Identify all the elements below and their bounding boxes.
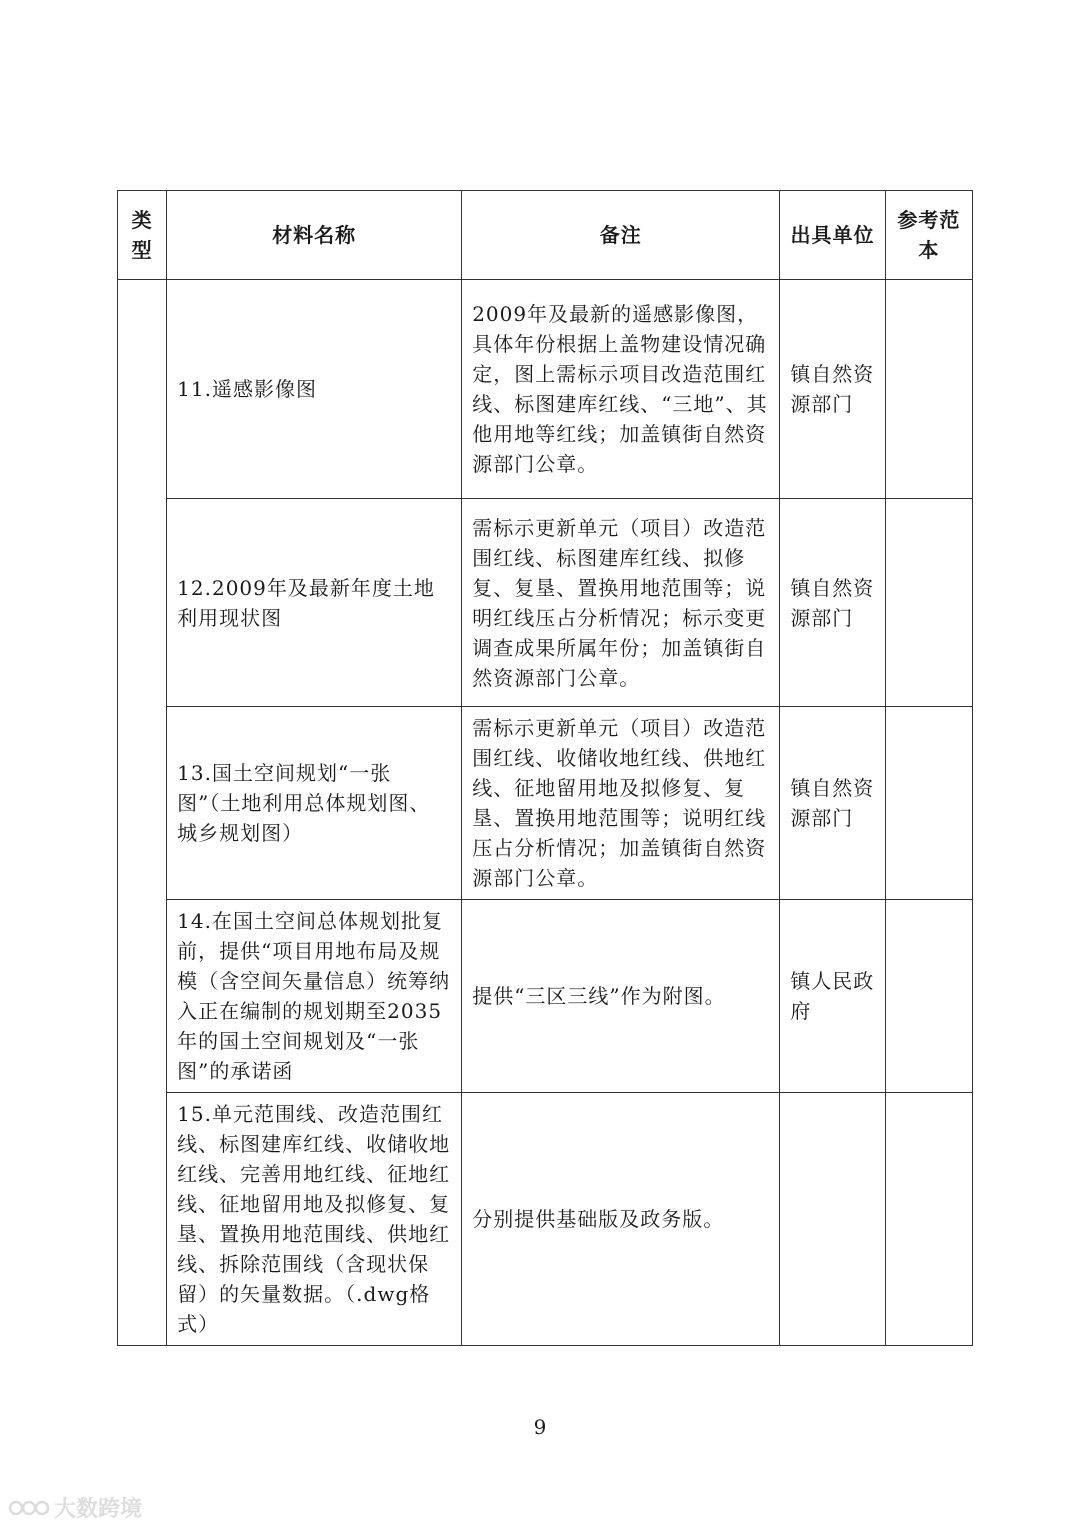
material-name-cell: 11.遥感影像图 — [167, 280, 462, 499]
table-row — [118, 707, 973, 900]
note-cell: 2009年及最新的遥感影像图，具体年份根据上盖物建设情况确定，图上需标示项目改造范围红线、标图建库红线、“三地”、其他用地等红线；加盖镇街自然资源部门公章。 — [462, 280, 780, 499]
table-row — [118, 499, 973, 707]
table-header-row — [118, 191, 973, 280]
issuing-unit-cell: 镇自然资源部门 — [780, 707, 885, 900]
reference-cell — [885, 1093, 972, 1346]
material-name-cell: 12.2009年及最新年度土地利用现状图 — [167, 499, 462, 707]
watermark — [8, 1492, 142, 1523]
note-cell: 提供“三区三线”作为附图。 — [462, 900, 780, 1093]
table-row — [118, 900, 973, 1093]
reference-cell — [885, 280, 972, 499]
header-material-name: 材料名称 — [167, 191, 462, 280]
note-cell: 需标示更新单元（项目）改造范围红线、收储收地红线、供地红线、征地留用地及拟修复、复垦、置换用地范围等；说明红线压占分析情况；加盖镇街自然资源部门公章。 — [462, 707, 780, 900]
reference-cell — [885, 707, 972, 900]
header-type: 类 型 — [118, 191, 167, 280]
table-row — [118, 280, 973, 499]
header-issuing-unit: 出具单位 — [780, 191, 885, 280]
type-cell — [118, 280, 167, 1346]
header-reference-sample: 参考范 本 — [885, 191, 972, 280]
header-note: 备注 — [462, 191, 780, 280]
reference-cell — [885, 499, 972, 707]
issuing-unit-cell: 镇人民政府 — [780, 900, 885, 1093]
note-cell: 需标示更新单元（项目）改造范围红线、标图建库红线、拟修复、复垦、置换用地范围等；说明红线压占分析情况；标示变更调查成果所属年份；加盖镇街自然资源部门公章。 — [462, 499, 780, 707]
note-cell: 分别提供基础版及政务版。 — [462, 1093, 780, 1346]
issuing-unit-cell: 镇自然资源部门 — [780, 280, 885, 499]
issuing-unit-cell: 镇自然资源部门 — [780, 499, 885, 707]
watermark-logo-icon — [8, 1496, 50, 1520]
table-row — [118, 1093, 973, 1346]
reference-cell — [885, 900, 972, 1093]
material-name-cell: 13.国土空间规划“一张图”（土地利用总体规划图、城乡规划图） — [167, 707, 462, 900]
material-name-cell: 15.单元范围线、改造范围红线、标图建库红线、收储收地红线、完善用地红线、征地红线、征地留用地及拟修复、复垦、置换用地范围线、供地红线、拆除范围线（含现状保留）的矢量数据。（.dwg格式） — [167, 1093, 462, 1346]
materials-table — [117, 190, 973, 1346]
page-number: 9 — [533, 1415, 547, 1439]
watermark-text: 大数跨境 — [54, 1497, 143, 1522]
issuing-unit-cell — [780, 1093, 885, 1346]
material-name-cell: 14.在国土空间总体规划批复前，提供“项目用地布局及规模（含空间矢量信息）统筹纳入正在编制的规划期至2035年的国土空间规划及“一张图”的承诺函 — [167, 900, 462, 1093]
